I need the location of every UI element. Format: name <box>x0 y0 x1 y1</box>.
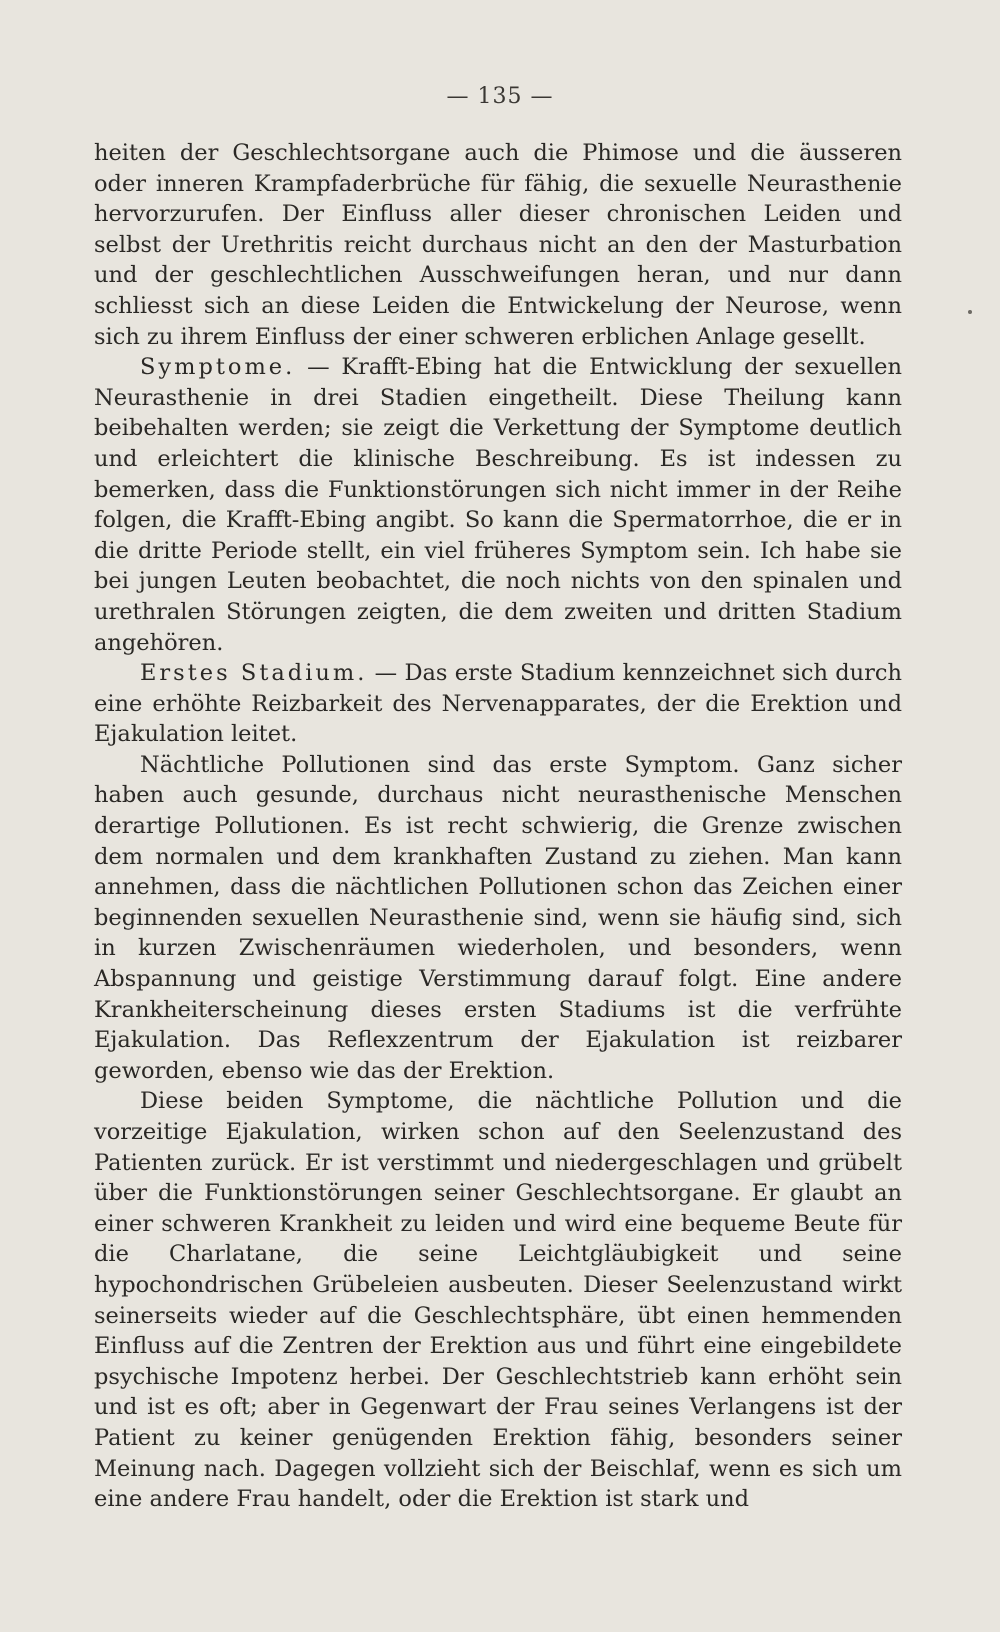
section-heading: Erstes Stadium. <box>140 660 368 687</box>
paragraph <box>94 352 902 658</box>
paragraph <box>94 1086 902 1514</box>
paragraph-text: Nächtliche Pollutionen sind das erste Symptom. Ganz sicher haben auch gesunde, durchaus nicht neurasthenische Menschen derartige Pollutionen. Es ist recht schwierig, die Grenze zwischen dem normalen und dem krankhaften Zustand zu ziehen. Man kann annehmen, dass die nächtlichen Pollutionen schon das Zeichen einer beginnenden sexuellen Neurasthenie sind, wenn sie häufig sind, sich in kurzen Zwischenräumen wiederholen, und besonders, wenn Abspannung und geistige Verstimmung darauf folgt. Eine andere Krankheiterscheinung dieses ersten Stadiums ist die verfrühte Ejakulation. Das Reflexzentrum der Ejakulation ist reizbarer geworden, ebenso wie das der Erektion. <box>94 751 902 1084</box>
paragraph-text: heiten der Geschlechtsorgane auch die Phimose und die äusseren oder inneren Krampfaderbrüche für fähig, die sexuelle Neurasthenie hervorzurufen. Der Einfluss aller dieser chronischen Leiden und selbst der Urethritis reicht durchaus nicht an den der Masturbation und der geschlechtlichen Ausschweifungen heran, und nur dann schliesst sich an diese Leiden die Entwickelung der Neurose, wenn sich zu ihrem Einfluss der einer schweren erblichen Anlage gesellt. <box>94 140 902 350</box>
paragraph <box>94 138 902 352</box>
paragraph-text: Diese beiden Symptome, die nächtliche Pollution und die vorzeitige Ejakulation, wirken schon auf den Seelenzustand des Patienten zurück. Er ist verstimmt und niedergeschlagen und grübelt über die Funktionstörungen seiner Geschlechtsorgane. Er glaubt an einer schweren Krankheit zu leiden und wird eine bequeme Beute für die Charlatane, die seine Leichtgläubigkeit und seine hypochondrischen Grübeleien ausbeuten. Dieser Seelenzustand wirkt seinerseits wieder auf die Geschlechtsphäre, übt einen hemmenden Einfluss auf die Zentren der Erektion aus und führt eine eingebildete psychische Impotenz herbei. Der Geschlechtstrieb kann erhöht sein und ist es oft; aber in Gegenwart der Frau seines Verlangens ist der Patient zu keiner genügenden Erektion fähig, besonders seiner Meinung nach. Dagegen vollzieht sich der Beischlaf, wenn es sich um eine andere Frau handelt, oder die Erektion ist stark und <box>94 1088 902 1513</box>
paper-speck <box>968 310 972 314</box>
section-heading: Symptome. <box>140 354 296 381</box>
paragraph-text: — Krafft-Ebing hat die Entwicklung der sexuellen Neurasthenie in drei Stadien eingetheilt. Diese Theilung kann beibehalten werden; sie zeigt die Verkettung der Symptome deutlich und erleichtert die klinische Beschreibung. Es ist indessen zu bemerken, dass die Funktionstörungen sich nicht immer in der Reihe folgen, die Krafft-Ebing angibt. So kann die Spermatorrhoe, die er in die dritte Periode stellt, ein viel früheres Symptom sein. Ich habe sie bei jungen Leuten beobachtet, die noch nichts von den spinalen und urethralen Störungen zeigten, die dem zweiten und dritten Stadium angehören. <box>94 354 902 656</box>
paragraph <box>94 750 902 1087</box>
body-text <box>94 138 902 1515</box>
page-number: — 135 — <box>446 84 554 109</box>
paragraph <box>94 658 902 750</box>
paragraph-text: — Das erste Stadium kennzeichnet sich durch eine erhöhte Reizbarkeit des Nervenapparates, der die Erektion und Ejakulation leitet. <box>94 660 902 748</box>
